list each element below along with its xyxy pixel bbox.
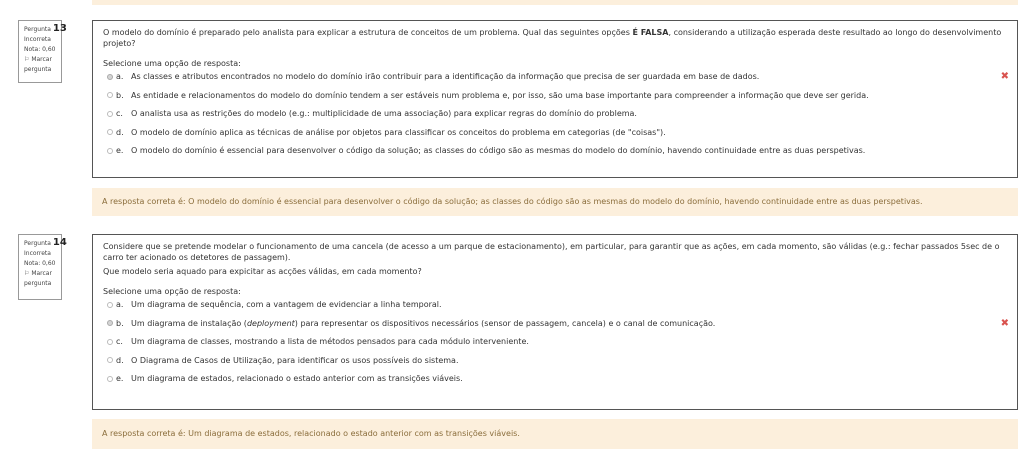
question-box-14 bbox=[92, 234, 1018, 410]
answer-prompt: Selecione uma opção de resposta: bbox=[103, 59, 241, 68]
flag-icon: ⚐ bbox=[24, 270, 30, 277]
radio-button[interactable] bbox=[107, 339, 113, 345]
question-grade: Nota: 0,60 bbox=[24, 46, 56, 53]
answer-prompt: Selecione uma opção de resposta: bbox=[103, 287, 241, 296]
radio-button[interactable] bbox=[107, 74, 113, 80]
radio-button[interactable] bbox=[107, 111, 113, 117]
radio-button[interactable] bbox=[107, 302, 113, 308]
question-subtext: Que modelo seria aquado para expicitar as acções válidas, em cada momento? bbox=[103, 267, 422, 276]
answer-option-c[interactable]: c. O analista usa as restrições do modelo (e.g.: multiplicidade de uma associação) para explicar regras do domínio do problema. bbox=[103, 105, 1007, 124]
previous-feedback-strip bbox=[92, 0, 1018, 5]
radio-button[interactable] bbox=[107, 92, 113, 98]
question-status: Incorreta bbox=[24, 36, 51, 43]
answer-option-d[interactable]: d. O modelo de domínio aplica as técnicas de análise por objetos para classificar os conceitos do problema em categorias (de "coisas"). bbox=[103, 124, 1007, 143]
radio-button[interactable] bbox=[107, 148, 113, 154]
radio-button[interactable] bbox=[107, 320, 113, 326]
question-grade: Nota: 0,60 bbox=[24, 260, 56, 267]
correct-answer-feedback: A resposta correta é: Um diagrama de estados, relacionado o estado anterior com as transições viáveis. bbox=[92, 419, 1018, 449]
question-text: Considere que se pretende modelar o funcionamento de uma cancela (de acesso a um parque de estacionamento), em particular, para garantir que as ações, em cada momento, são válidas (e.g.: fechar passados 5sec de o carro ter acionado os detetores de passagem). bbox=[103, 242, 1000, 262]
question-box-13 bbox=[92, 20, 1018, 178]
incorrect-icon: ✖ bbox=[1000, 317, 1009, 329]
answer-option-d[interactable]: d. O Diagrama de Casos de Utilização, para identificar os usos possíveis do sistema. bbox=[103, 352, 1007, 371]
question-info-13 bbox=[18, 20, 67, 83]
question-label: Pergunta bbox=[24, 240, 51, 247]
question-text: O modelo do domínio é preparado pelo analista para explicar a estrutura de conceitos de um problema. Qual das seguintes opções É FALSA, considerando a utilização esperada deste resultado ao longo do desenvolvimento projeto? bbox=[103, 28, 1002, 48]
question-number: 14 bbox=[52, 237, 67, 248]
flag-question-link[interactable]: ⚐ Marcar pergunta bbox=[24, 270, 52, 287]
question-info-14 bbox=[18, 234, 67, 300]
radio-button[interactable] bbox=[107, 357, 113, 363]
radio-button[interactable] bbox=[107, 129, 113, 135]
answer-option-a[interactable]: a. Um diagrama de sequência, com a vantagem de evidenciar a linha temporal. bbox=[103, 296, 1007, 315]
flag-icon: ⚐ bbox=[24, 56, 30, 63]
answer-option-b[interactable]: b. Um diagrama de instalação (deployment) para representar os dispositivos necessários (sensor de passagem, cancela) e o canal de comunicação. ✖ bbox=[103, 315, 1007, 334]
incorrect-icon: ✖ bbox=[1000, 71, 1009, 82]
question-status: Incorreta bbox=[24, 250, 51, 257]
correct-answer-feedback: A resposta correta é: O modelo do domínio é essencial para desenvolver o código da solução; as classes do código são as mesmas do modelo do domínio, havendo continuidade entre as duas perspetivas. bbox=[92, 188, 1018, 216]
question-label: Pergunta bbox=[24, 26, 51, 33]
question-number: 13 bbox=[52, 23, 67, 34]
radio-button[interactable] bbox=[107, 376, 113, 382]
answer-option-e[interactable]: e. Um diagrama de estados, relacionado o estado anterior com as transições viáveis. bbox=[103, 370, 1007, 389]
answer-option-e[interactable]: e. O modelo do domínio é essencial para desenvolver o código da solução; as classes do código são as mesmas do modelo do domínio, havendo continuidade entre as duas perspetivas. bbox=[103, 142, 1007, 161]
flag-question-link[interactable]: ⚐ Marcar pergunta bbox=[24, 56, 52, 73]
answer-option-c[interactable]: c. Um diagrama de classes, mostrando a lista de métodos pensados para cada módulo interveniente. bbox=[103, 333, 1007, 352]
answer-option-b[interactable]: b. As entidade e relacionamentos do modelo do domínio tendem a ser estáveis num problema e, por isso, são uma base importante para compreender a informação que deve ser gerida. bbox=[103, 87, 1007, 106]
answer-option-a[interactable]: a. As classes e atributos encontrados no modelo do domínio irão contribuir para a identificação da informação que precisa de ser guardada em base de dados. ✖ bbox=[103, 68, 1007, 87]
